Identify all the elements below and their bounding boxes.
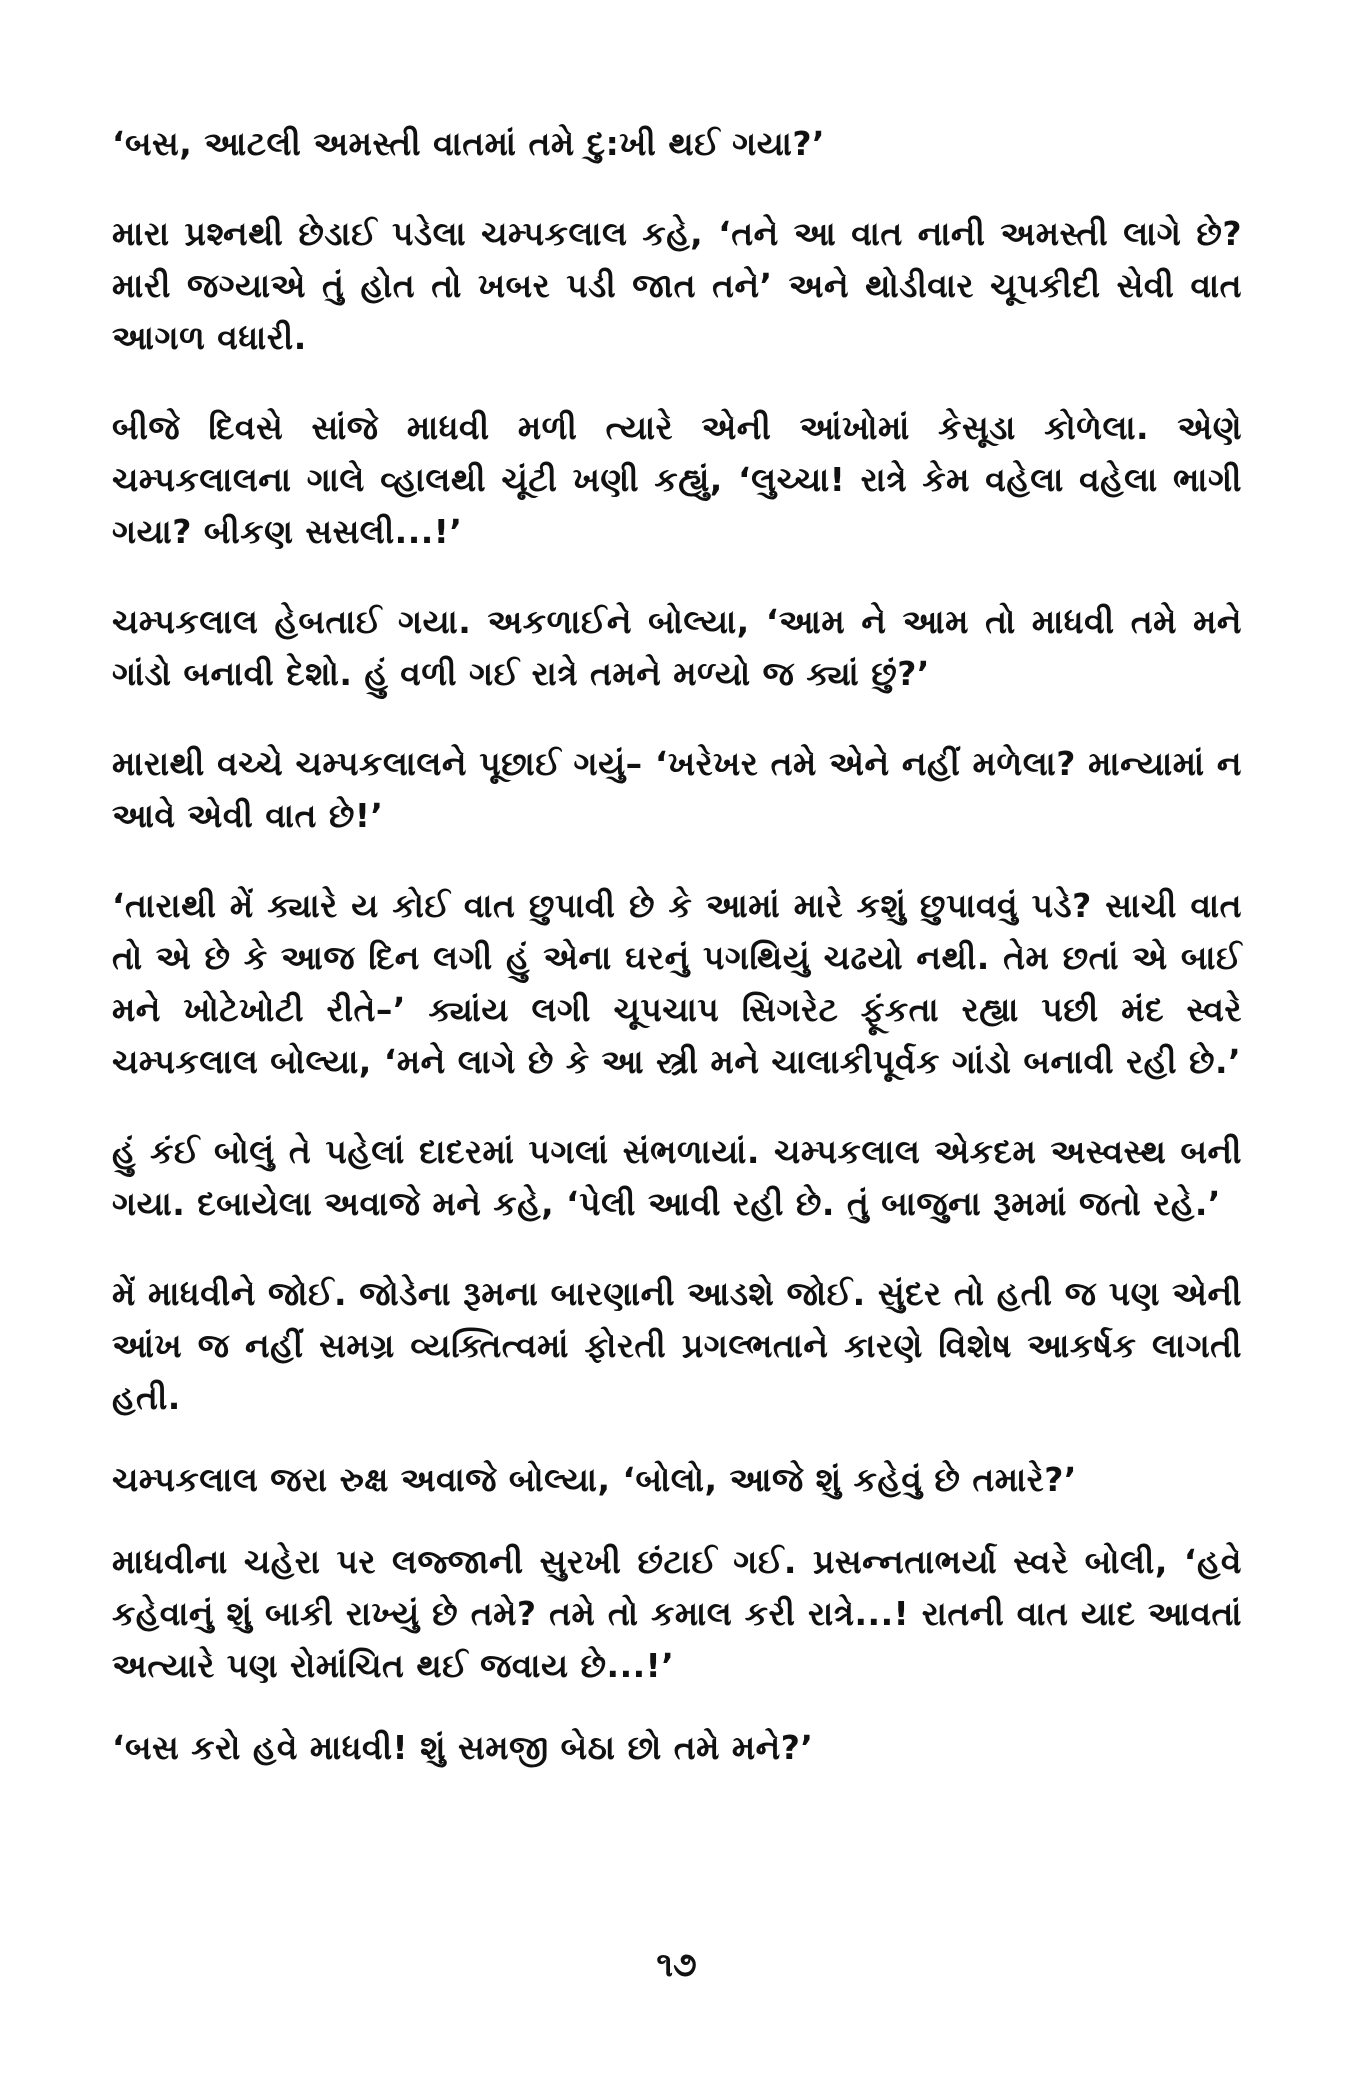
paragraph: મારા પ્રશ્નથી છેડાઈ પડેલા ચમ્પકલાલ કહે, ‘તને આ વાત નાની અમસ્તી લાગે છે? મારી જગ્યાએ તું હોત તો ખબર પડી જાત તને’ અને થોડીવાર ચૂપકીદી સેવી વાત આગળ વધારી. (112, 214, 1242, 357)
paragraph: માધવીના ચહેરા પર લજ્જાની સુરખી છંટાઈ ગઈ. પ્રસન્નતાભર્યા સ્વરે બોલી, ‘હવે કહેવાનું શું બાકી રાખ્યું છે તમે? તમે તો કમાલ કરી રાત્રે...! રાતની વાત યાદ આવતાં અત્યારે પણ રોમાંચિત થઈ જવાય છે...!’ (112, 1542, 1242, 1685)
paragraph: ‘બસ કરો હવે માધવી! શું સમજી બેઠા છો તમે મને?’ (112, 1728, 814, 1767)
paragraph: બીજે દિવસે સાંજે માધવી મળી ત્યારે એની આંખોમાં કેસૂડા કોળેલા. એણે ચમ્પકલાલના ગાલે વ્હાલથી ચૂંટી ખણી કહ્યું, ‘લુચ્ચા! રાત્રે કેમ વહેલા વહેલા ભાગી ગયા? બીકણ સસલી...!’ (112, 408, 1242, 551)
paragraph: ચમ્પકલાલ જરા રુક્ષ અવાજે બોલ્યા, ‘બોલો, આજે શું કહેવું છે તમારે?’ (112, 1460, 1077, 1499)
page-number: ૧૭ (656, 1945, 697, 1985)
page-body (112, 118, 1242, 1804)
paragraph: ‘તારાથી મેં ક્યારે ય કોઈ વાત છુપાવી છે કે આમાં મારે કશું છુપાવવું પડે? સાચી વાત તો એ છે કે આજ દિન લગી હું એના ઘરનું પગથિયું ચઢયો નથી. તેમ છતાં એ બાઈ મને ખોટેખોટી રીતે–’ ક્યાંય લગી ચૂપચાપ સિગરેટ ફૂંકતા રહ્યા પછી મંદ સ્વરે ચમ્પકલાલ બોલ્યા, ‘મને લાગે છે કે આ સ્ત્રી મને ચાલાકીપૂર્વક ગાંડો બનાવી રહી છે.’ (112, 886, 1242, 1081)
paragraph: મારાથી વચ્ચે ચમ્પકલાલને પૂછાઈ ગયું– ‘ખરેખર તમે એને નહીં મળેલા? માન્યામાં ન આવે એવી વાત છે!’ (112, 744, 1242, 835)
paragraph: મેં માધવીને જોઈ. જોડેના રૂમના બારણાની આડશે જોઈ. સુંદર તો હતી જ પણ એની આંખ જ નહીં સમગ્ર વ્યક્તિત્વમાં ફોરતી પ્રગલ્ભતાને કારણે વિશેષ આકર્ષક લાગતી હતી. (112, 1274, 1242, 1417)
paragraph: હું કંઈ બોલું તે પહેલાં દાદરમાં પગલાં સંભળાયાં. ચમ્પકલાલ એકદમ અસ્વસ્થ બની ગયા. દબાયેલા અવાજે મને કહે, ‘પેલી આવી રહી છે. તું બાજુના રૂમમાં જતો રહે.’ (112, 1132, 1242, 1223)
paragraph: ‘બસ, આટલી અમસ્તી વાતમાં તમે દુ:ખી થઈ ગયા?’ (112, 124, 826, 163)
paragraph: ચમ્પકલાલ હેબતાઈ ગયા. અકળાઈને બોલ્યા, ‘આમ ને આમ તો માધવી તમે મને ગાંડો બનાવી દેશો. હું વળી ગઈ રાત્રે તમને મળ્યો જ ક્યાં છું?’ (112, 602, 1242, 693)
